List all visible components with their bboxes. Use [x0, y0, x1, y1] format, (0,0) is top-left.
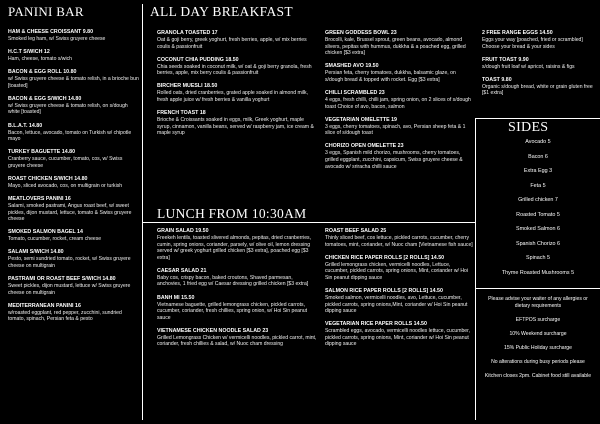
menu-item-description: Eggs your way [poached, fried or scrambled] Choose your bread & your sides	[482, 37, 583, 50]
side-item: Spanish Chorizo 6	[515, 240, 561, 247]
menu-item	[325, 143, 475, 170]
menu-item-name: TURKEY BAGUETTE 14.80	[8, 149, 76, 156]
menu-item-description: Salami, smoked pastrami, Angus roast beef, w/ sweet pickles, dijon mustard, lettuce, tomato & Swiss gruyere cheese	[8, 203, 132, 223]
sides-title: SIDES	[508, 120, 549, 135]
menu-item	[8, 249, 140, 269]
menu-item	[8, 49, 140, 63]
note-text: Kitchen closes 2pm. Cabinet food still available	[484, 373, 592, 380]
side-item: Smoked Salmon 6	[515, 226, 561, 232]
menu-item	[482, 57, 598, 71]
sides-list	[478, 139, 598, 284]
menu-item	[8, 123, 140, 143]
menu-item-description: Thinly sliced beef, cos lettuce, pickled carrots, cucumber, cherry tomatoes, mint, coriander, w/ Nuoc cham [Vietnamese fish sauce]	[325, 235, 473, 248]
menu-item-description: s/dough fruit loaf w/ apricot, raisins & figs	[482, 63, 575, 70]
menu-item-name: GRANOLA TOASTED 17	[157, 30, 218, 36]
side-item: Feta 5	[530, 182, 546, 189]
side-item: Avocado 5	[525, 139, 551, 145]
divider-lunch	[142, 222, 475, 223]
notes-list	[480, 296, 596, 387]
menu-item	[157, 30, 317, 50]
note-text: EFTPOS surcharge	[515, 316, 561, 323]
menu-item	[325, 90, 475, 110]
menu-item-description: 3 eggs, cherry tomatoes, spinach, avo, Persian sheep feta & 1 slice of s/dough toast	[325, 123, 466, 137]
menu-item	[8, 303, 140, 323]
menu-item-name: SALMON RICE PAPER ROLLS [2 ROLLS] 14.50	[325, 287, 443, 294]
menu-item-name: FRUIT TOAST 9.90	[482, 56, 529, 63]
menu-item-description: Smoked leg ham, w/ Swiss gruyere cheese	[8, 36, 106, 42]
menu-item-name: BIRCHER MUESLI 18.50	[157, 83, 218, 90]
menu-item-description: Ham, cheese, tomato s/wich	[8, 56, 72, 63]
menu-item-description: Baby cos, crispy bacon, baked croutons, Shaved parmesan, anchovies, 1 fried egg w/ Caesar dressing grilled chicken [$3 extra]	[157, 274, 309, 288]
menu-item	[325, 228, 475, 248]
menu-item-description: Sweet pickles, dijon mustard, lettuce w/ Swiss gruyere cheese on multigrain	[8, 283, 131, 296]
menu-item-name: MEATLOVERS PANINI 16	[8, 196, 71, 203]
menu-item-description: Organic s/dough bread, white or grain gluten free [$1 extra]	[482, 83, 593, 97]
menu-item-name: CHILLI SCRAMBLED 23	[325, 89, 385, 96]
note-text: 10% Weekend surcharge	[509, 330, 567, 337]
side-item: Thyme Roasted Mushrooms 5	[501, 269, 575, 276]
menu-item	[8, 69, 140, 89]
menu-item-name: MEDITERRANEAN PANINI 16	[8, 302, 81, 309]
menu-item	[325, 321, 475, 348]
menu-item-name: VEGETARIAN OMELETTE 19	[325, 116, 398, 123]
menu-item	[157, 268, 317, 288]
menu-item-name: GRAIN SALAD 19.50	[157, 228, 209, 234]
menu-item-name: SMOKED SALMON BAGEL 14	[8, 229, 83, 236]
menu-item-description: w/roasted eggplant, red pepper, zucchini, sundried tomato, spinach, Persian feta & pesto	[8, 309, 122, 323]
breakfast-title: ALL DAY BREAKFAST	[150, 4, 293, 19]
menu-item-description: Freekeh lentils, toasted slivered almonds, pepitas, dried cranberries, cumin, spring onions, coriander, parsely, w/ olive oil, lemon dressing served w/ greek yoghurt grilled chicken [$3 extra], poached egg [$3 extra]	[157, 235, 312, 261]
lunch-column-1	[157, 228, 317, 355]
note-text: No alterations during busy periods please	[491, 358, 585, 365]
side-item: Bacon 6	[528, 153, 548, 160]
menu-item	[325, 288, 475, 315]
menu-item	[157, 295, 317, 322]
menu-item-description: Bacon, lettuce, avocado, tomato on Turkish w/ chipotle mayo	[8, 129, 132, 143]
menu-item-description: w/ Swiss gruyere cheese & tomato relish, on s/dough white [toasted]	[8, 102, 128, 116]
divider-sides-top	[475, 118, 600, 119]
menu-item-description: Tomato, cucumber, rocket, cream cheese	[8, 236, 102, 243]
menu-item-name: PASTRAMI OR ROAST BEEF S/WICH 14.80	[8, 276, 116, 283]
menu-item-name: TOAST 9.80	[482, 76, 512, 83]
menu-item-description: Grilled Lemongrass Chicken w/ vermicelli noodles, pickled carrot, mint, coriander, fresh chillies & salad, w/ Nuoc cham dressing	[157, 334, 317, 348]
breakfast-column-3	[482, 30, 598, 103]
menu-item-name: CHORIZO OPEN OMELETTE 23	[325, 143, 404, 150]
menu-item	[482, 30, 598, 50]
menu-item-name: FRENCH TOAST 18	[157, 110, 206, 117]
breakfast-column-2	[325, 30, 475, 177]
menu-item-name: B.L.A.T. 14.80	[8, 122, 43, 129]
menu-item	[8, 96, 140, 116]
menu-item-description: 3 eggs, Spanish mild chorizo, mushrooms, cherry tomatoes, grilled eggplant, zucchini, capsicum, Swiss gruyere cheese & avocado w/ sriracha chilli sauce	[325, 150, 463, 170]
note-text: 15% Public Holiday surcharge	[504, 344, 572, 351]
menu-item	[157, 110, 317, 137]
menu-item-name: BACON & EGG ROLL 10.80	[8, 69, 77, 76]
menu-item	[8, 196, 140, 223]
divider-sides	[475, 118, 476, 420]
side-item: Grilled chicken 7	[518, 197, 558, 203]
menu-item	[8, 276, 140, 296]
menu-item-description: Pesto, semi sundried tomato, rocket, w/ Swiss gruyere cheese on multigrain	[8, 256, 131, 269]
menu-item	[325, 63, 475, 83]
side-item: Extra Egg 3	[523, 168, 553, 174]
menu-item-name: 2 FREE RANGE EGGS 14.50	[482, 30, 553, 36]
menu-item-name: COCONUT CHIA PUDDING 18.50	[157, 56, 239, 63]
menu-item-description: Mayo, sliced avocado, cos, on multigrain or turkish	[8, 182, 123, 189]
menu-item	[325, 30, 475, 57]
panini-section	[8, 0, 140, 329]
panini-list	[8, 29, 140, 323]
menu-item	[8, 29, 140, 43]
note-text: Please advise your waiter of any allergies or dietary requirements	[488, 296, 588, 309]
menu-item-description: Chia seeds soaked in coconut milk, w/ oat & goji berry granola, fresh berries, apple, mix berry coulis & passionfruit	[157, 63, 312, 77]
menu-item	[8, 176, 140, 190]
menu-item-name: BANH MI 15.50	[157, 294, 195, 301]
menu-item	[157, 328, 317, 348]
menu-item	[157, 83, 317, 103]
menu-item-name: BACON & EGG S/WICH 14.80	[8, 95, 82, 102]
menu-item-description: 4 eggs, fresh chilli, chilli jam, spring onion, on 2 slices of s/dough toast Choice of avo, bacon, salmon	[325, 96, 471, 110]
divider-notes	[475, 288, 600, 289]
menu-item-description: Oat & goji berry, greek yoghurt, fresh berries, apple, w/ mix berries coulis & passionfruit	[157, 37, 307, 50]
menu-item-name: GREEN GODDESS BOWL 23	[325, 30, 397, 36]
menu-item	[157, 57, 317, 77]
menu-item	[325, 117, 475, 137]
menu-item-name: SMASHED AVO 19.50	[325, 63, 379, 70]
menu-item-description: Persian feta, cherry tomatoes, dukkha, balsamic glaze, on s/dough bread & topped with rocket. Egg [$3 extra]	[325, 70, 456, 83]
menu-item-name: ROAST CHICKEN S/WICH 14.80	[8, 175, 88, 182]
menu-item-description: Vietnamese baguette, grilled lemongrass chicken, pickled carrots, cucumber, coriander, fresh chillies, spring onion, w/ Hoi Sin peanut sauce	[157, 301, 308, 321]
menu-item-name: VEGETARIAN RICE PAPER ROLLS 14.50	[325, 321, 427, 328]
menu-item	[8, 229, 140, 243]
menu-item-name: SALAMI S/WICH 14.80	[8, 249, 64, 256]
menu-item	[157, 228, 317, 261]
menu-item-description: Brioche & Croissants soaked in eggs, milk, Greek yoghurt, maple syrup, cinnamon, vanilla beans, served w/ raspberry jam, ice cream & maple syrup	[157, 117, 314, 137]
menu-item	[482, 77, 598, 97]
menu-item	[8, 149, 140, 169]
menu-item-name: HAM & CHEESE CROISSANT 9.80	[8, 29, 94, 35]
menu-item-name: VIETNAMESE CHICKEN NOODLE SALAD 23	[157, 327, 269, 334]
menu-item-name: CHICKEN RICE PAPER ROLLS [2 ROLLS] 14.50	[325, 254, 445, 261]
menu-item-description: Rolled oats, dried cranberries, grated apple soaked in almond milk, fresh apple juice w/ fresh berries & vanilla yoghurt	[157, 90, 308, 103]
menu-item-name: H.C.T S/WICH 12	[8, 49, 50, 56]
side-item: Spinach 5	[526, 255, 550, 261]
menu-item-name: ROAST BEEF SALAD 25	[325, 228, 387, 234]
menu-item-description: Scrambled eggs, avocado, vermicelli noodles lettuce, cucumber, pickled carrots, spring onions, Mint, coriander w/ Hoi Sin peanut dipping sauce	[325, 328, 470, 348]
divider-left	[142, 4, 143, 420]
menu-item-description: Cranberry sauce, cucumber, tomato, cos, w/ Swiss gruyere cheese	[8, 156, 123, 169]
menu-item	[325, 255, 475, 282]
menu-item-description: w/ Swiss gruyere cheese & tomato relish, in a brioche bun [toasted]	[8, 76, 139, 89]
menu-item-description: Grilled lemongrass chicken, vermicelli noodles, Lettuce, cucumber, pickled carrots, spring onions, Mint, coriander w/ Hoi Sin peanut dipping sauce	[325, 261, 468, 281]
panini-title: PANINI BAR	[8, 4, 84, 19]
menu-item-name: CAESAR SALAD 21	[157, 267, 207, 274]
lunch-title: LUNCH FROM 10:30AM	[157, 206, 307, 221]
side-item: Roasted Tomato 5	[516, 211, 560, 218]
menu-item-description: Smoked salmon, vermicelli noodles, avo, Lettuce, cucumber, pickled carrots, spring onions,Mint, coriander w/ Hoi Sin peanut dipping sauce	[325, 294, 468, 315]
menu-item-description: Brocolli, kale, Brussel sprout, green beans, avocado, almond slivers, pepitas with hummus, dukkha & a poached egg, grilled chicken [$3 extra]	[325, 37, 466, 57]
lunch-column-2	[325, 228, 475, 355]
breakfast-column-1	[157, 30, 317, 143]
